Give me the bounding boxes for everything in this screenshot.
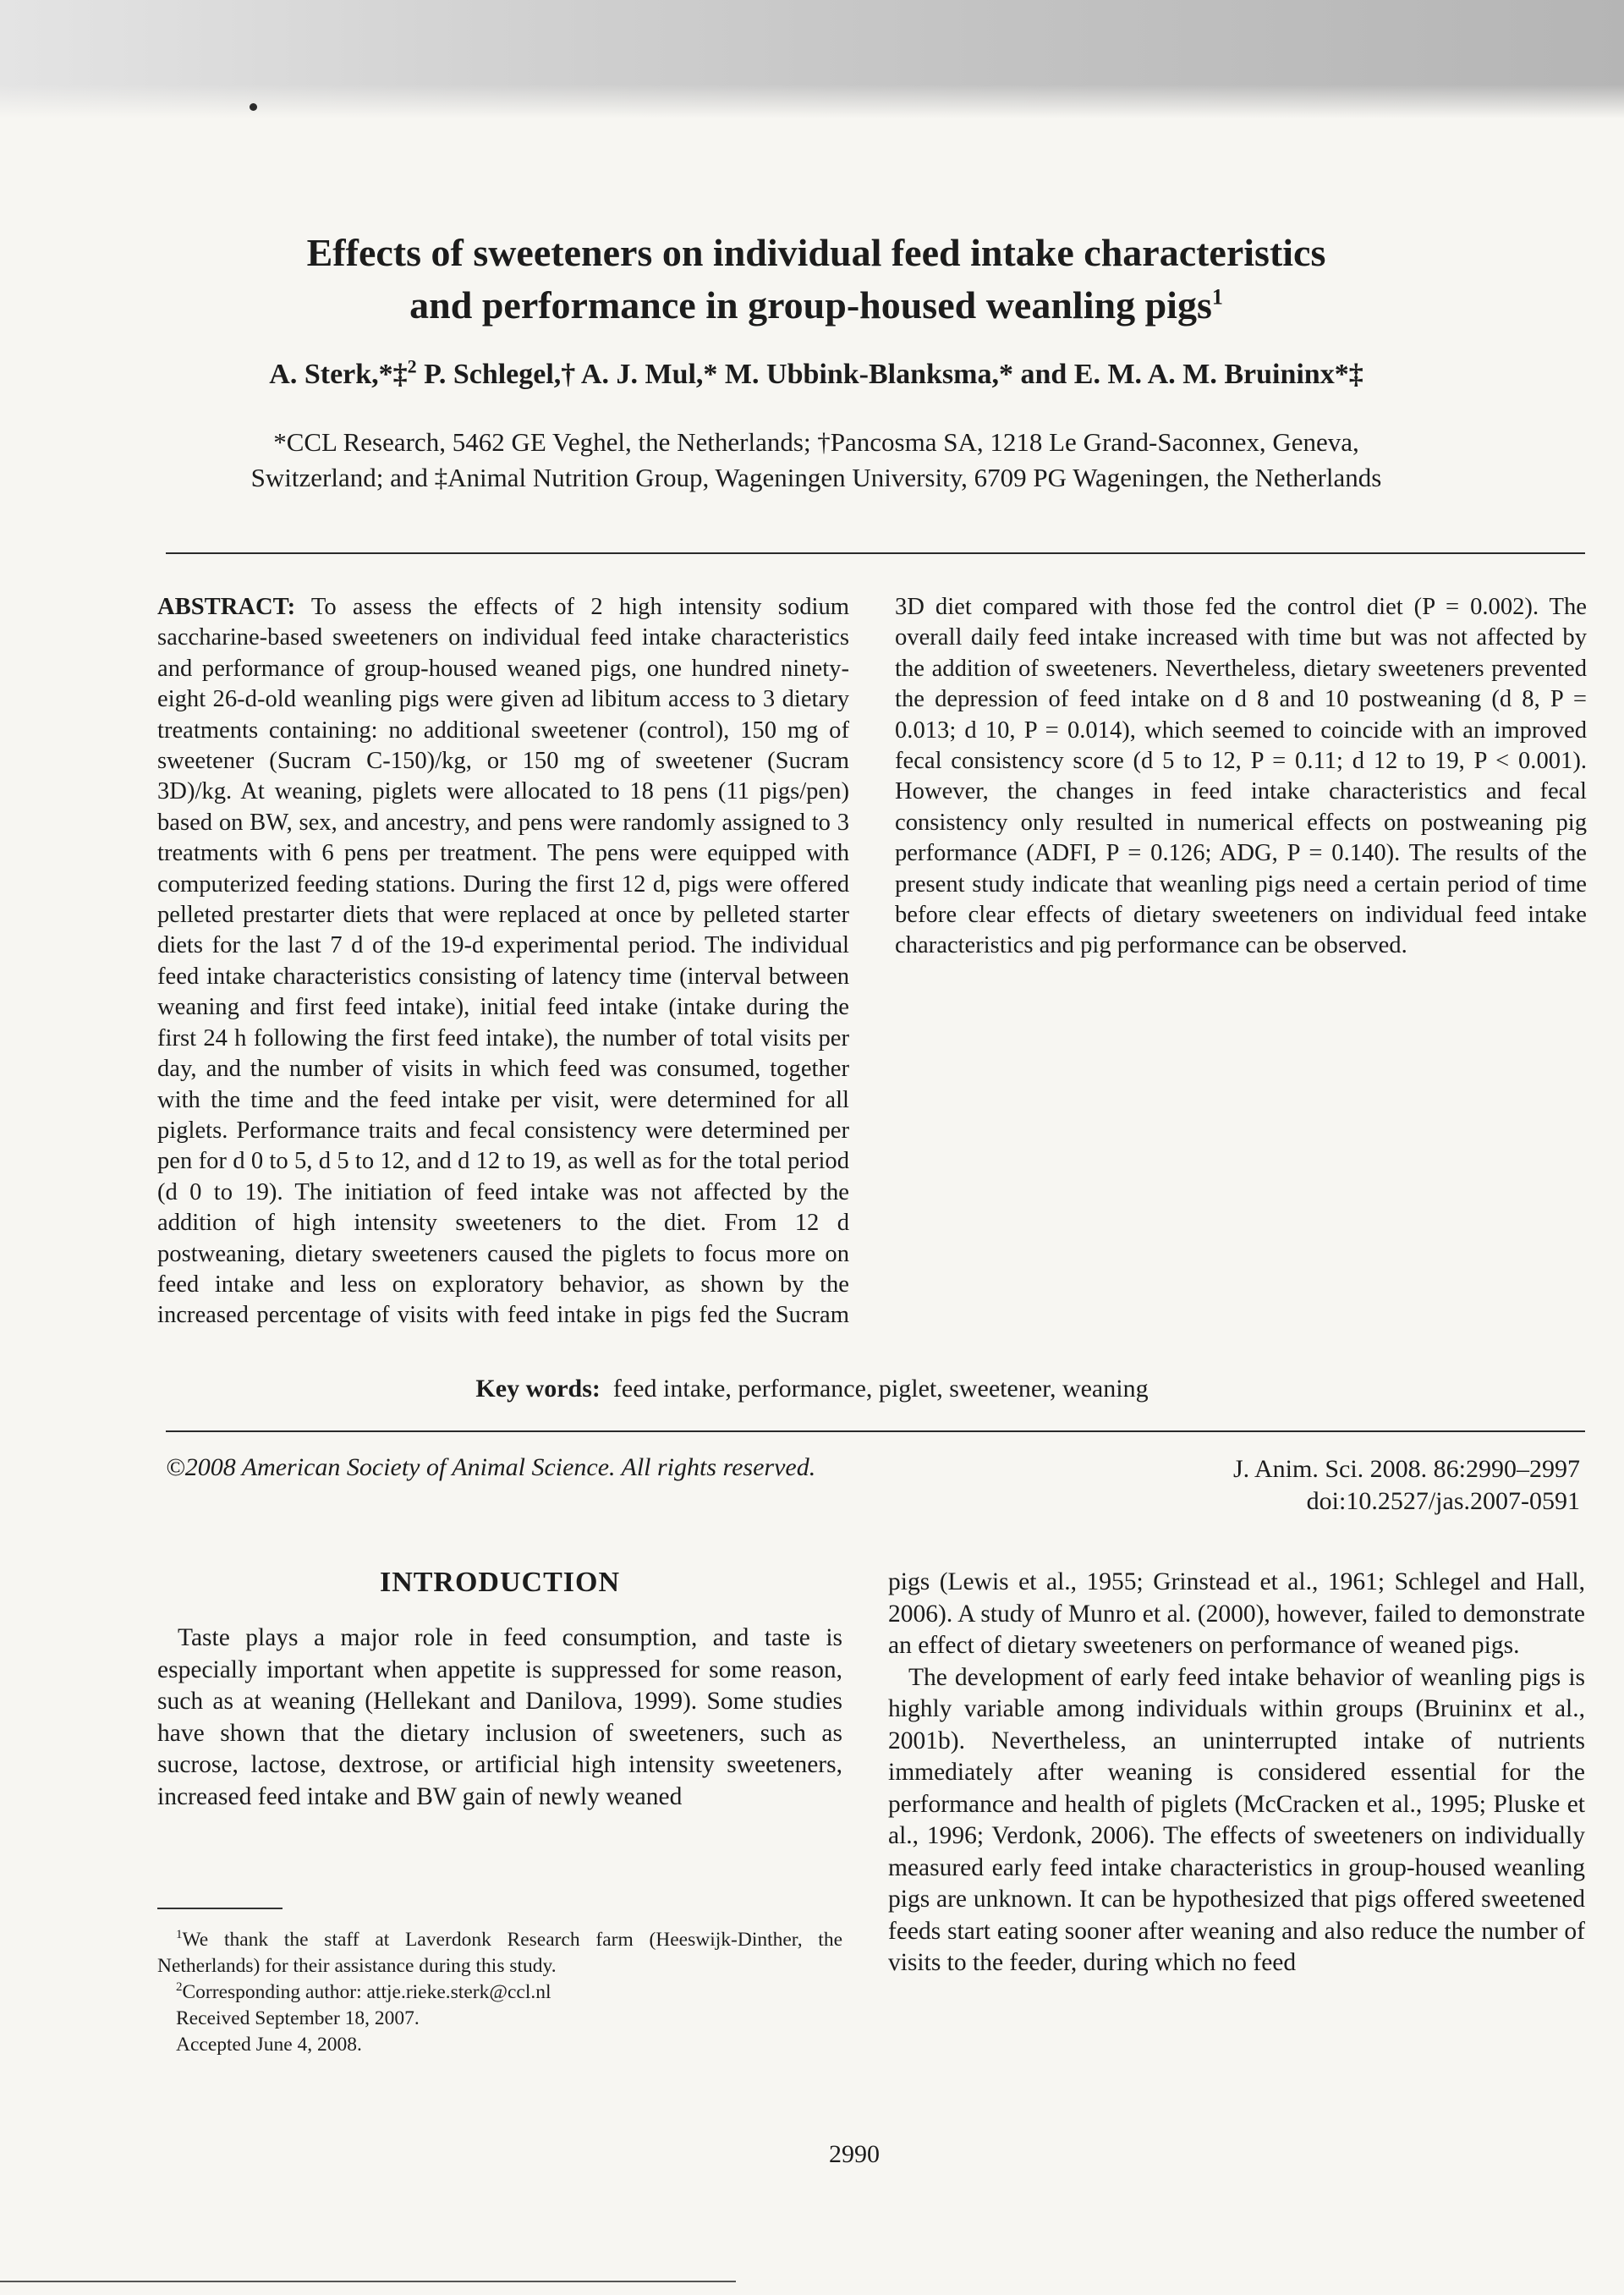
- keywords-text: feed intake, performance, piglet, sweetener, weaning: [612, 1375, 1149, 1403]
- citation-journal: J. Anim. Sci. 2008. 86:2990–2997: [1232, 1455, 1580, 1483]
- title-line-1: Effects of sweeteners on individual feed intake characteristics: [306, 231, 1326, 274]
- author-list: [152, 355, 1480, 391]
- author-rest: P. Schlegel,† A. J. Mul,* M. Ubbink-Blanksma,* and E. M. A. M. Bruininx*‡: [416, 359, 1363, 390]
- header-divider: [166, 552, 1585, 554]
- footnote-2-text: Corresponding author: attje.rieke.sterk@ccl.nl: [182, 1981, 551, 2003]
- footnote-1: [157, 1927, 842, 1979]
- scan-speck: [250, 103, 257, 111]
- abstract-text: To assess the effects of 2 high intensity sodium saccharine-based sweeteners on individual feed intake characteristics and performance of group-housed weaned pigs, one hundred ninety-eight 26-d-old weanling pigs were given ad libitum access to 3 dietary treatments containing: no additional sweetener (control), 150 mg of sweetener (Sucram C-150)/kg, or 150 mg of sweetener (Sucram 3D)/kg. At weaning, piglets were allocated to 18 pens (11 pigs/pen) based on BW, sex, and ancestry, and pens were randomly assigned to 3 treatments with 6 pens per treatment. The pens were equipped with computerized feeding stations. During the first 12 d, pigs were offered pelleted prestarter diets that were replaced at once by pelleted starter diets for the last 7 d of the 19-d experimental period. The individual feed intake characteristics consisting of latency time (interval between weaning and first feed intake), initial feed intake (intake during the first 24 h following the first feed intake), the number of total visits per day, and the number of visits in which feed was consumed, together with the time and the feed intake per visit, were determined for all piglets. Performance traits and fecal consistency were determined per pen for d 0 to 5, d 5 to 12, and d 12 to 19, as well as for the total period (d 0 to 19). The initiation of feed intake was not affected by the addition of high intensity sweeteners to the diet. From 12 d postweaning, dietary sweeteners caused the piglets to focus more on feed intake and less on exploratory behavior, as shown by the increased percentage of visits with feed intake in pigs fed the Sucram 3D diet compared with those fed the control diet (P = 0.002). The overall daily feed intake increased with time but was not affected by the addition of sweeteners. Nevertheless, dietary sweeteners prevented the depression of feed intake on d 8 and 10 postweaning (d 8, P = 0.013; d 10, P = 0.014), which seemed to coincide with an improved fecal consistency score (d 5 to 12, P = 0.11; d 12 to 19, P < 0.001). However, the changes in feed intake characteristics and fecal consistency only resulted in numerical effects on postweaning pig performance (ADFI, P = 0.126; ADG, P = 0.140). The results of the present study indicate that weanling pigs need a certain period of time before clear effects of dietary sweeteners on individual feed intake characteristics and pig performance can be observed.: [157, 594, 1587, 1329]
- footnote-1-mark: 1: [176, 1928, 183, 1942]
- abstract-label: ABSTRACT:: [157, 594, 296, 620]
- introduction-paragraph-1: Taste plays a major role in feed consumption, and taste is especially important when appetite is suppressed for some reason, such as at weaning (Hellekant and Danilova, 1999). Some studies have shown that the dietary inclusion of sweeteners, such as sucrose, lactose, dextrose, or artificial high intensity sweeteners, increased feed intake and BW gain of newly weaned: [157, 1624, 842, 1810]
- received-date: Received September 18, 2007.: [176, 2007, 420, 2029]
- keywords-label: Key words:: [475, 1375, 601, 1403]
- footnote-2-mark: 2: [176, 1980, 183, 1995]
- title-line-2: and performance in group-housed weanling pigs: [409, 283, 1212, 327]
- journal-citation: [1233, 1453, 1580, 1518]
- citation-doi: doi:10.2527/jas.2007-0591: [1306, 1487, 1580, 1515]
- abstract-divider: [166, 1430, 1585, 1432]
- introduction-paragraph-2: The development of early feed intake behavior of weanling pigs is highly variable among individuals within groups (Bruininx et al., 2001b). Nevertheless, an uninterrupted intake of nutrients immediately after weaning is considered essential for the performance and health of piglets (McCracken et al., 1995; Pluske et al., 1996; Verdonk, 2006). The effects of sweeteners on individually measured early feed intake characteristics in group-housed weanling pigs are unknown. It can be hypothesized that pigs offered sweetened feeds start eating sooner after weaning and also reduce the number of visits to the feeder, during which no feed: [888, 1663, 1585, 1976]
- copyright-notice: ©2008 American Society of Animal Science. All rights reserved.: [166, 1453, 816, 1481]
- footnote-1-text: We thank the staff at Laverdonk Research farm (Heeswijk-Dinther, the Netherlands) for their assistance during this study.: [157, 1929, 842, 1977]
- introduction-right-column: [888, 1567, 1585, 1979]
- introduction-paragraph-1-continued: pigs (Lewis et al., 1955; Grinstead et al., 1961; Schlegel and Hall, 2006). A study of Munro et al. (2000), however, failed to demonstrate an effect of dietary sweeteners on performance of weaned pigs.: [888, 1568, 1585, 1659]
- corresponding-author-mark: 2: [407, 355, 417, 377]
- accepted-date: Accepted June 4, 2008.: [176, 2034, 362, 2056]
- footnotes: [157, 1927, 842, 2058]
- abstract: [157, 592, 1587, 1345]
- paper-title: [152, 227, 1480, 332]
- footnote-2: [157, 1979, 842, 2006]
- affiliations: [135, 425, 1497, 496]
- keywords: [169, 1375, 1455, 1403]
- scan-shadow-band: [0, 0, 1624, 118]
- footnote-divider: [157, 1908, 283, 1909]
- page-number: 2990: [829, 2140, 880, 2168]
- author-first: A. Sterk,*‡: [269, 359, 408, 390]
- affiliation-line-1: *CCL Research, 5462 GE Veghel, the Netherlands; †Pancosma SA, 1218 Le Grand-Saconnex, Geneva,: [273, 427, 1359, 457]
- affiliation-line-2: Switzerland; and ‡Animal Nutrition Group, Wageningen University, 6709 PG Wageningen, the Netherlands: [250, 463, 1382, 492]
- introduction-heading: INTRODUCTION: [379, 1567, 621, 1598]
- title-footnote-mark: 1: [1211, 284, 1223, 310]
- bottom-scan-line: [0, 2281, 736, 2282]
